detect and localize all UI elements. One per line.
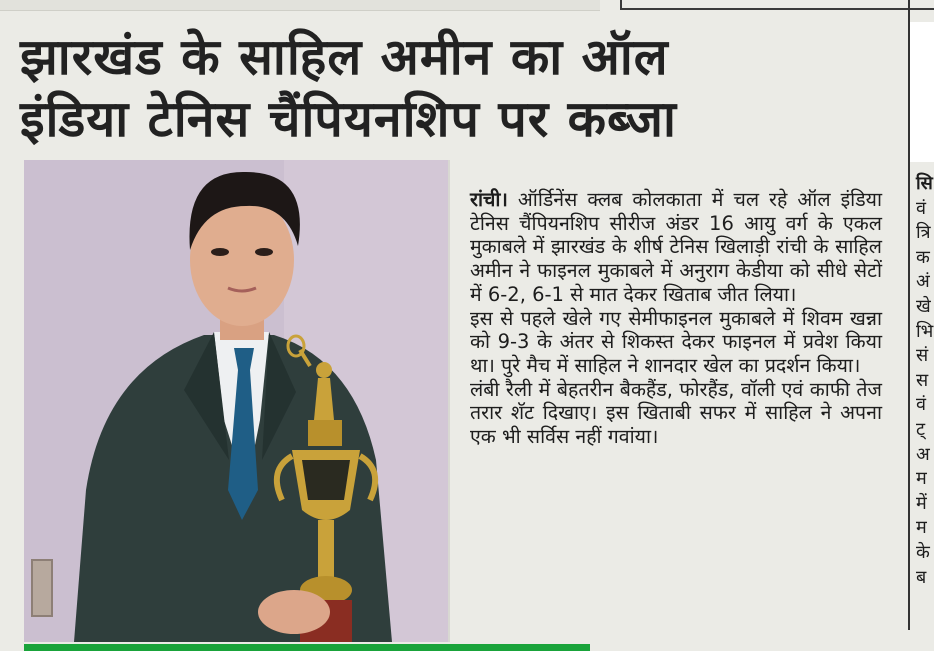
article-paragraph-2: इस से पहले खेले गए सेमीफाइनल मुकाबले में शिवम खन्ना को 9-3 के अंतर से शिकस्त देकर फाइनल में प्रवेश किया था। पुरे मैच में साहिल ने शानदार खेल का प्रदर्शन किया।	[470, 306, 882, 377]
headline-line-1: झारखंड के साहिल अमीन का ऑल	[20, 28, 669, 86]
side-fragment-line: स	[916, 369, 929, 391]
headline	[20, 26, 900, 150]
adjacent-article-column	[908, 0, 934, 630]
side-fragment-line: वं	[916, 394, 927, 416]
side-fragment-line: खे	[916, 295, 931, 317]
top-strip	[0, 0, 600, 11]
article-paragraph-1	[470, 188, 882, 307]
article-photo	[24, 160, 450, 642]
side-fragment-line: त्रि	[916, 222, 931, 244]
adjacent-article-text	[916, 172, 934, 590]
headline-line-2: इंडिया टेनिस चैंपियनशिप पर कब्जा	[20, 90, 677, 148]
side-fragment-line: सि	[916, 173, 933, 194]
side-fragment-line: अ	[916, 443, 930, 465]
player-with-trophy-image	[24, 160, 448, 642]
side-fragment-line: ट्	[916, 418, 926, 440]
side-fragment-line: ब	[916, 566, 927, 588]
dateline: रांची।	[470, 188, 508, 211]
side-fragment-line: सं	[916, 345, 929, 367]
side-fragment-line: क	[916, 246, 930, 268]
side-fragment-line: भि	[916, 320, 934, 342]
side-fragment-line: अं	[916, 271, 930, 293]
article-paragraph-3: लंबी रैली में बेहतरीन बैकहैंड, फोरहैंड, वॉली एवं काफी तेज तरार शॅट दिखाए। इस खिताबी सफर में साहिल ने अपना एक भी सर्विस नहीं गवांया।	[470, 377, 882, 449]
green-rule	[24, 644, 590, 651]
side-fragment-line: म	[916, 468, 927, 490]
article-body	[470, 188, 882, 449]
adjacent-article-frame	[620, 0, 934, 10]
paragraph-1-text: ऑर्डिनेंस क्लब कोलकाता में चल रहे ऑल इंडिया टेनिस चैंपियनशिप सीरीज अंडर 16 आयु वर्ग के एकल मुकाबले में झारखंड के शीर्ष टेनिस खिलाड़ी रांची के साहिल अमीन ने फाइनल मुकाबले में अनुराग केडीया को सीधे सेटों में 6-2, 6-1 से मात देकर खिताब जीत लिया।	[470, 188, 882, 306]
side-fragment-line: में	[916, 492, 927, 514]
side-fragment-line: म	[916, 517, 927, 539]
side-fragment-line: वं	[916, 197, 927, 219]
adjacent-article-header	[910, 22, 934, 162]
side-fragment-line: के	[916, 541, 930, 563]
